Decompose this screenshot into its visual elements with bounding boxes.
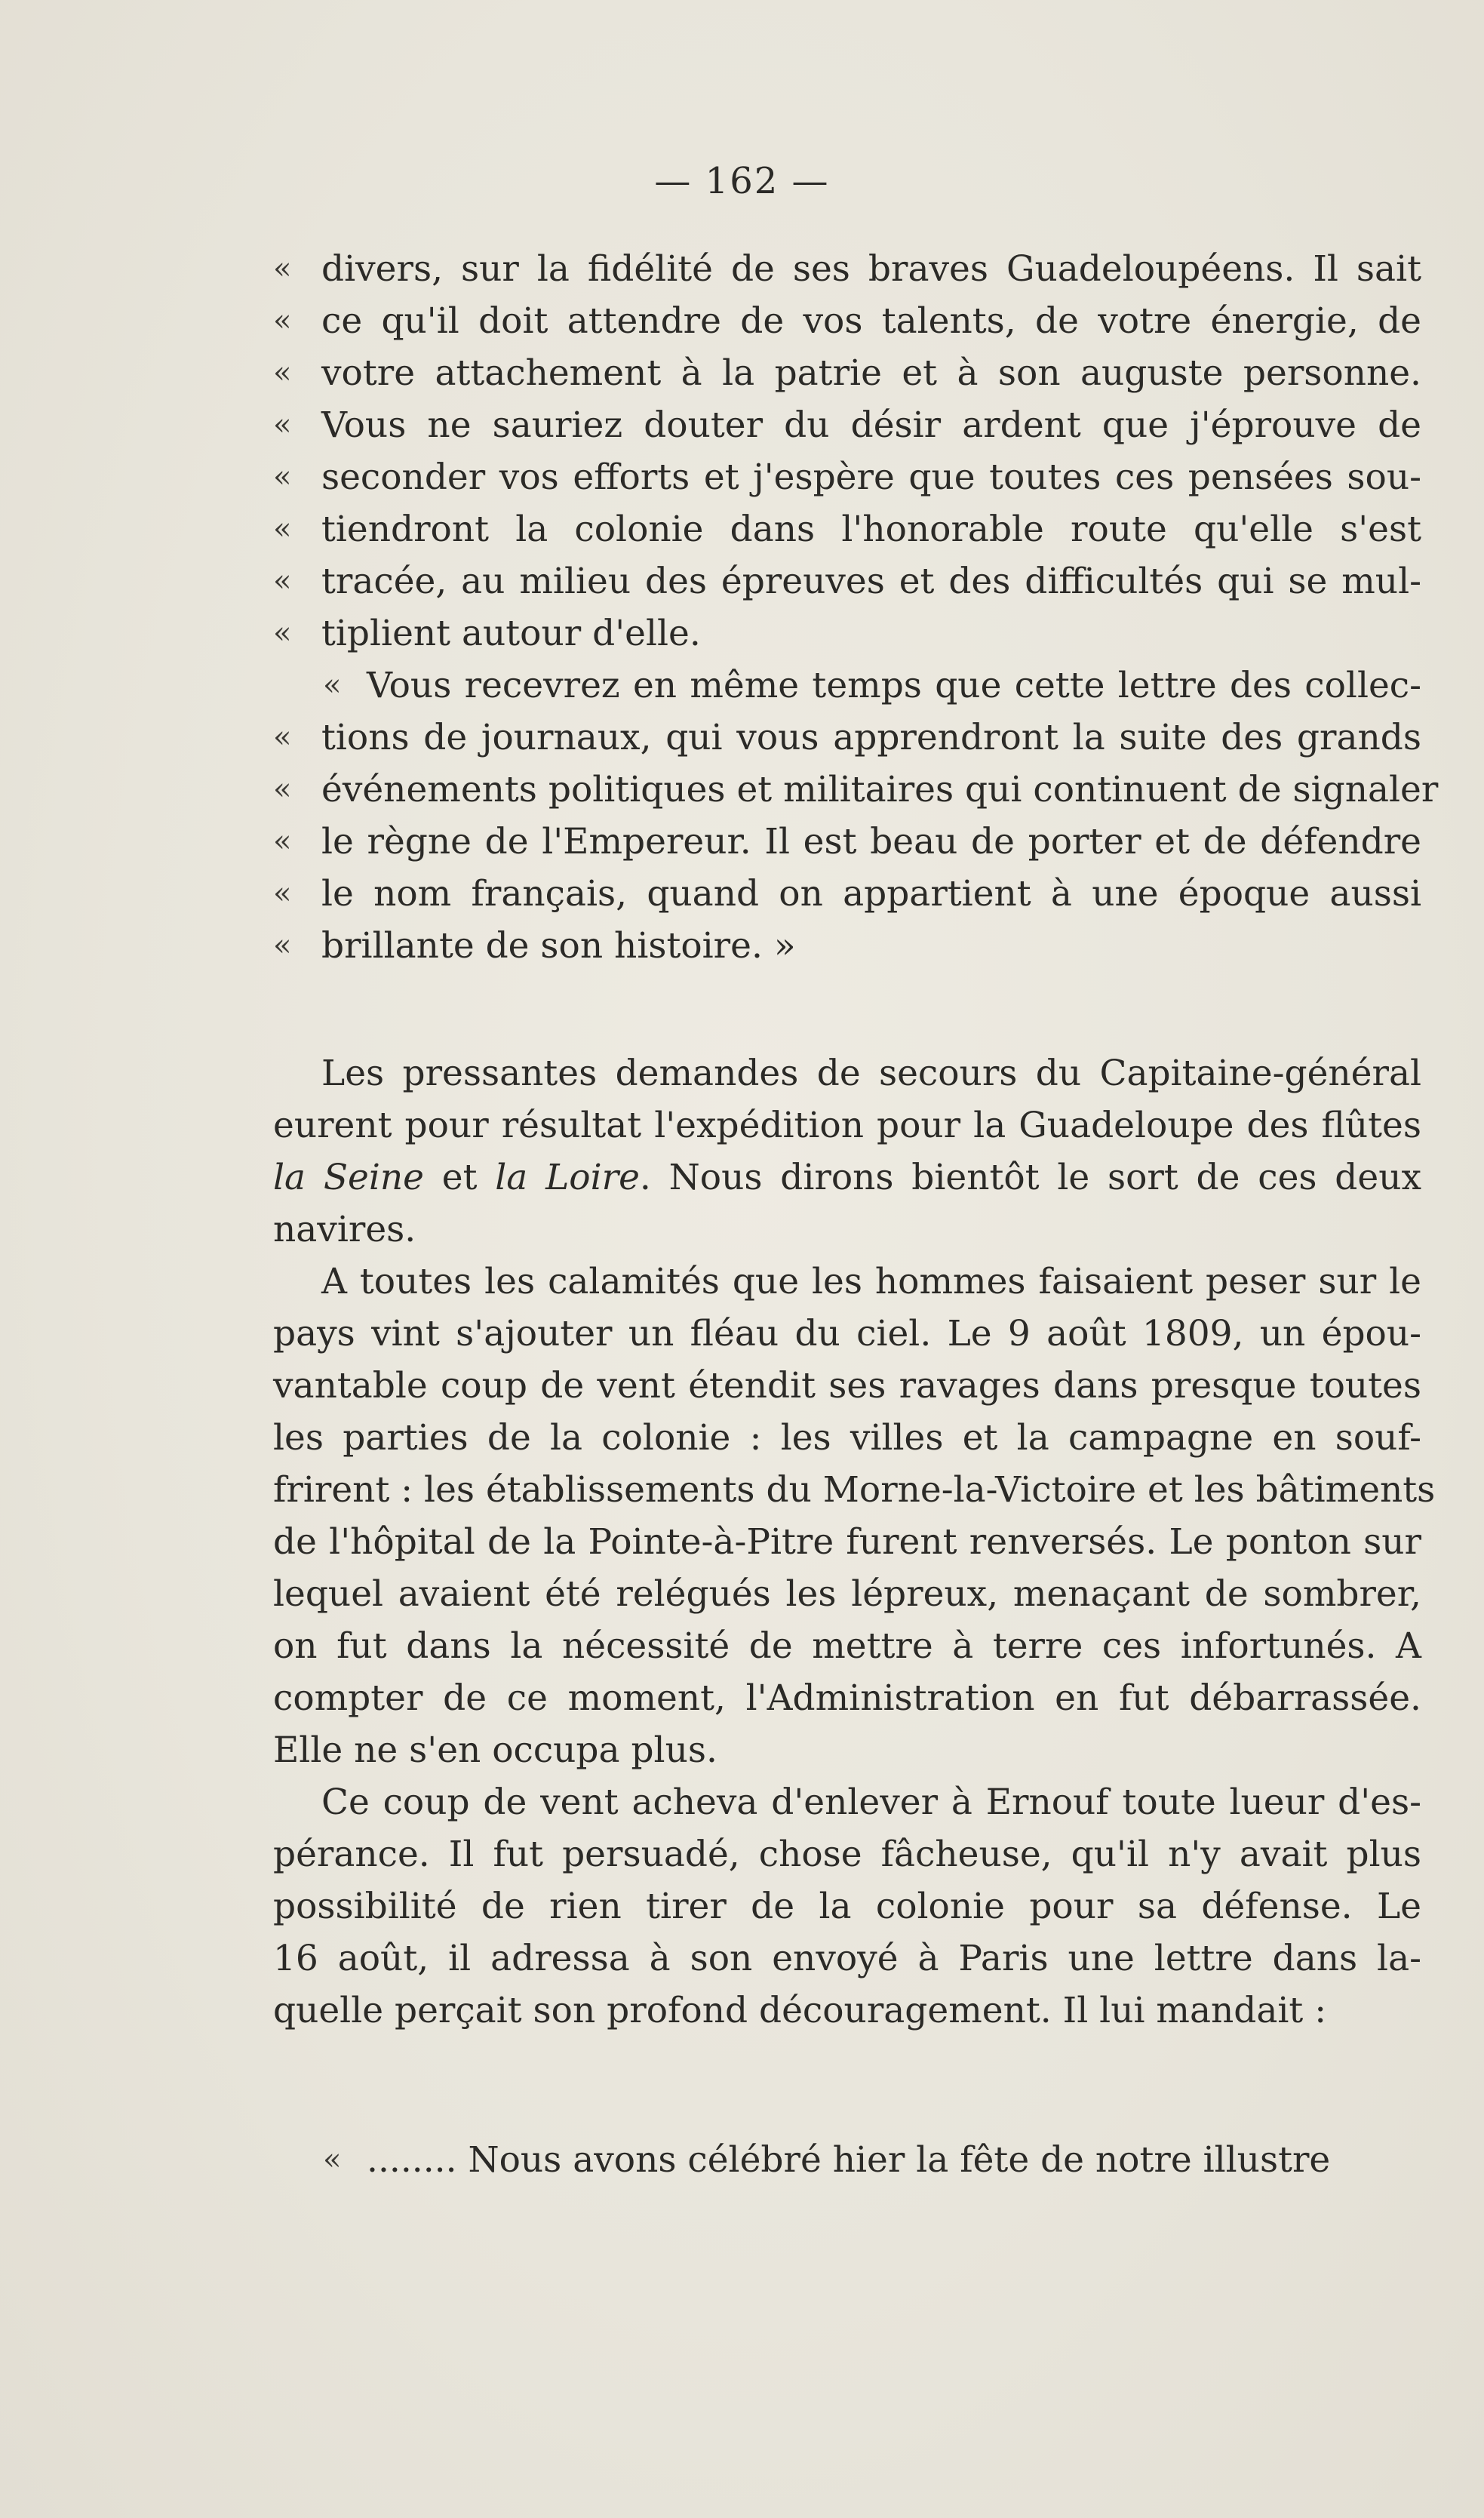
- text-line: 16 août, il adressa à son envoyé à Paris une lettre dans la-: [273, 1938, 1421, 1979]
- text-line: vantable coup de vent étendit ses ravages dans presque toutes: [273, 1365, 1421, 1407]
- paragraph: [273, 1256, 1436, 1776]
- text-line: frirent : les établissements du Morne-la-Victoire et les bâtiments: [273, 1469, 1436, 1511]
- quote-line-text: seconder vos efforts et j'espère que toutes ces pensées sou-: [321, 457, 1421, 498]
- text-line: eurent pour résultat l'expédition pour la Guadeloupe des flûtes: [273, 1105, 1421, 1146]
- quote-line: [273, 816, 1421, 868]
- body-text: [273, 1047, 1436, 2037]
- quoted-letter: [273, 243, 1439, 972]
- quote-mark: «: [323, 668, 342, 703]
- quote-line-text: votre attachement à la patrie et à son auguste personne.: [321, 352, 1421, 394]
- quote-line: [273, 503, 1421, 555]
- text-line: navires.: [273, 1209, 416, 1250]
- quote-line: [273, 920, 1421, 972]
- text-line: [273, 1151, 1421, 1204]
- quote-line: [273, 607, 1421, 659]
- text-line: de l'hôpital de la Pointe-à-Pitre furent renversés. Le ponton sur: [273, 1521, 1421, 1563]
- paragraph: [273, 1776, 1421, 2037]
- quote-line: [273, 243, 1421, 295]
- quote-mark: «: [273, 772, 292, 807]
- quote-line-text: événements politiques et militaires qui continuent de signaler: [321, 769, 1439, 810]
- page-number: — 162 —: [654, 160, 830, 202]
- quote-mark: «: [273, 824, 292, 859]
- quote-line: [273, 659, 1421, 712]
- quote-mark: «: [273, 564, 292, 598]
- quote-mark: «: [273, 355, 292, 390]
- text-line: Elle ne s'en occupa plus.: [273, 1729, 717, 1771]
- quote-mark: «: [273, 616, 292, 650]
- quote-mark: «: [273, 720, 292, 755]
- text-line: Ce coup de vent acheva d'enlever à Ernouf toute lueur d'es-: [321, 1782, 1421, 1823]
- text-line: pérance. Il fut persuadé, chose fâcheuse, qu'il n'y avait plus: [273, 1834, 1421, 1875]
- quote-line: [273, 764, 1439, 816]
- text-line: compter de ce moment, l'Administration en fut débarrassée.: [273, 1677, 1421, 1719]
- quote-mark: «: [323, 2142, 342, 2177]
- quote-line: [273, 555, 1421, 607]
- quote-line-text: brillante de son histoire. »: [321, 925, 796, 967]
- text-line: quelle perçait son profond découragement. Il lui mandait :: [273, 1990, 1327, 2031]
- quote-mark: «: [273, 303, 292, 338]
- quote-mark: «: [273, 251, 292, 286]
- quote-line-text: tiendront la colonie dans l'honorable route qu'elle s'est: [321, 509, 1421, 550]
- paragraph: [273, 1047, 1421, 1256]
- quote-line-text: ce qu'il doit attendre de vos talents, de votre énergie, de: [321, 300, 1421, 342]
- quote-line-text: Vous ne sauriez douter du désir ardent que j'éprouve de: [321, 404, 1421, 446]
- quote-line-text: Vous recevrez en même temps que cette lettre des collec-: [367, 665, 1421, 706]
- ship-name: la Loire: [495, 1157, 640, 1198]
- quote-mark: «: [273, 460, 292, 494]
- quote-line-text: tions de journaux, qui vous apprendront la suite des grands: [321, 717, 1421, 758]
- text-line: A toutes les calamités que les hommes faisaient peser sur le: [321, 1261, 1421, 1302]
- text-line: lequel avaient été relégués les lépreux, menaçant de sombrer,: [273, 1573, 1421, 1615]
- quote-line: [273, 399, 1421, 451]
- quote-line-text: tiplient autour d'elle.: [321, 613, 701, 654]
- text-line: Les pressantes demandes de secours du Capitaine-général: [321, 1053, 1421, 1094]
- quote-mark: «: [273, 876, 292, 911]
- quote-line: [273, 2134, 1421, 2186]
- text-line: pays vint s'ajouter un fléau du ciel. Le 9 août 1809, un épou-: [273, 1313, 1421, 1354]
- line-continuation: . Nous dirons bientôt le sort de ces deux: [639, 1157, 1421, 1198]
- ship-name: la Seine: [273, 1157, 424, 1198]
- quote-line: [273, 868, 1421, 920]
- quote-line-text: ........ Nous avons célébré hier la fête de notre illustre: [367, 2139, 1331, 2181]
- quote-line-text: divers, sur la fidélité de ses braves Guadeloupéens. Il sait: [321, 248, 1421, 290]
- quote-mark: «: [273, 928, 292, 963]
- quote-line-text: tracée, au milieu des épreuves et des difficultés qui se mul-: [321, 561, 1421, 602]
- text-line: possibilité de rien tirer de la colonie pour sa défense. Le: [273, 1886, 1421, 1927]
- quoted-letter-start: [273, 2134, 1421, 2186]
- quote-line: [273, 295, 1421, 347]
- quote-line: [273, 712, 1421, 764]
- conjunction: et: [423, 1157, 496, 1198]
- text-line: on fut dans la nécessité de mettre à terre ces infortunés. A: [273, 1625, 1421, 1667]
- quote-line: [273, 347, 1421, 399]
- quote-line: [273, 451, 1421, 503]
- text-line: les parties de la colonie : les villes et la campagne en souf-: [273, 1417, 1421, 1459]
- quote-mark: «: [273, 512, 292, 546]
- quote-mark: «: [273, 407, 292, 442]
- quote-line-text: le règne de l'Empereur. Il est beau de porter et de défendre: [321, 821, 1421, 862]
- quote-line-text: le nom français, quand on appartient à une époque aussi: [321, 873, 1421, 915]
